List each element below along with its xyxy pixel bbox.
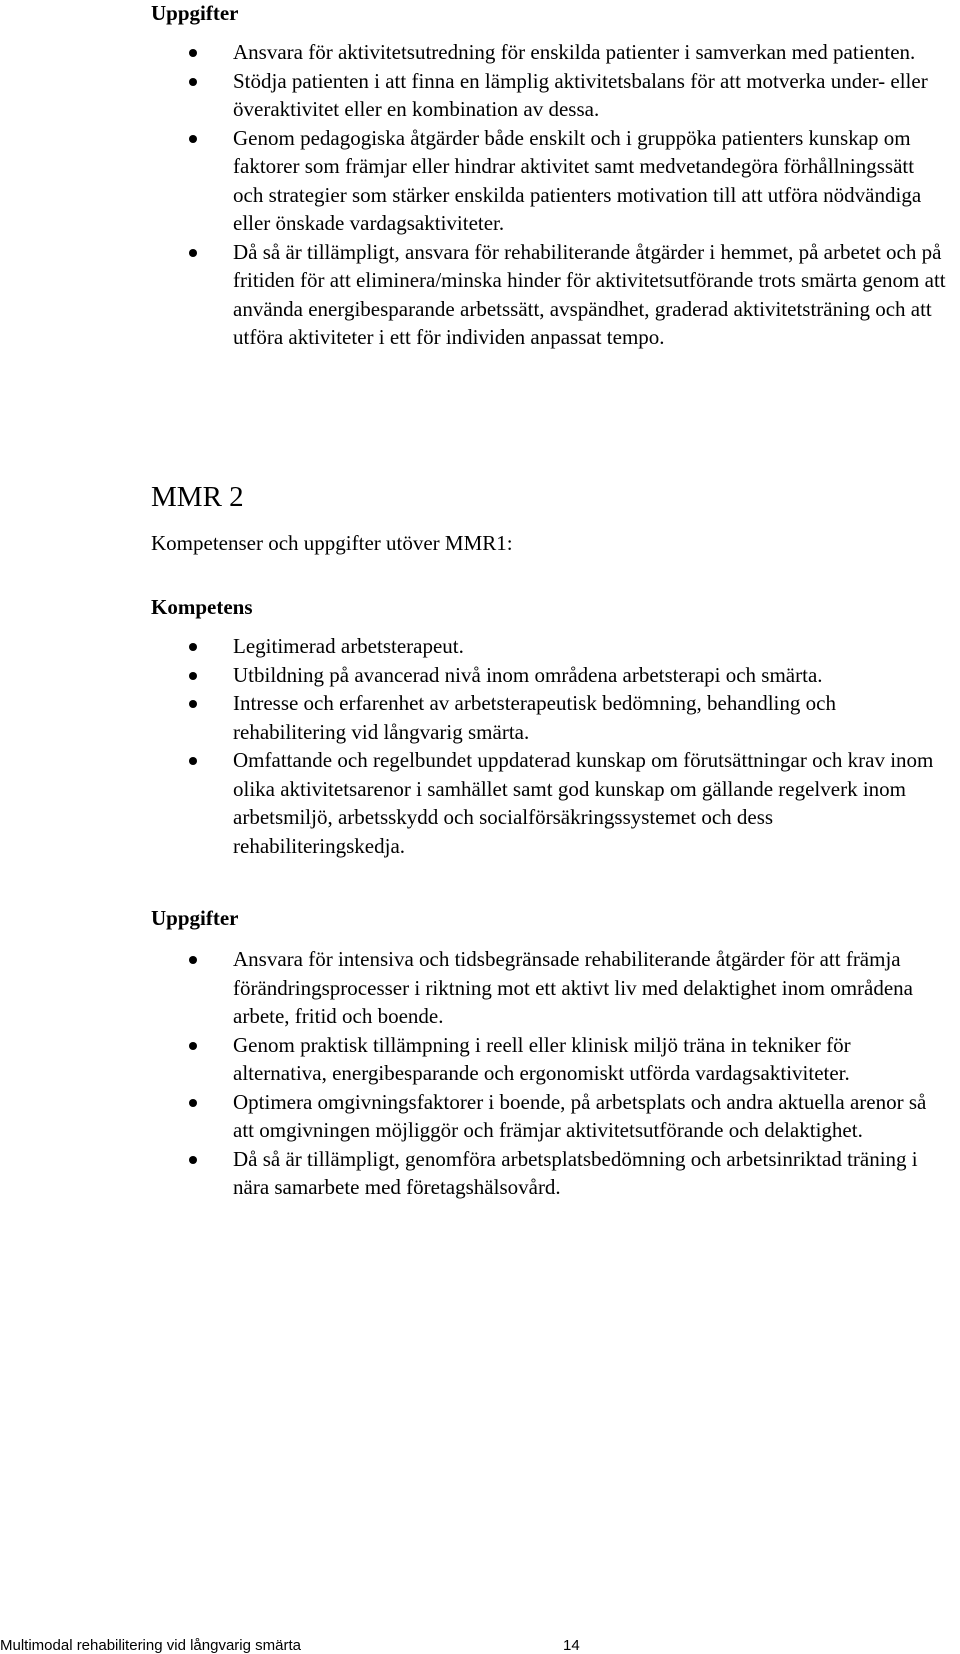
list-item	[0, 661, 960, 690]
footer-title: Multimodal rehabilitering vid långvarig smärta	[0, 1637, 301, 1654]
bullet-icon	[189, 1156, 197, 1164]
list-item-text: Omfattande och regelbundet uppdaterad kunskap om förutsättningar och krav inom olika aktivitetsarenor i samhället samt god kunskap om gällande regelverk inom arbetsmiljö, arbetsskydd och socialförsäkringssystemet och dess rehabiliteringskedja.	[233, 748, 934, 858]
section-heading-kompetens: Kompetens	[151, 595, 253, 619]
bullet-icon	[189, 135, 197, 143]
list-item	[0, 746, 960, 860]
list-item	[0, 689, 960, 746]
list-item	[0, 238, 960, 352]
list-item-text: Utbildning på avancerad nivå inom områdena arbetsterapi och smärta.	[233, 662, 823, 687]
mmr2-title: MMR 2	[151, 481, 244, 513]
list-item-text: Genom praktisk tillämpning i reell eller klinisk miljö träna in tekniker för alternativa, energibesparande och ergonomiskt utförda vardagsaktiviteter.	[233, 1032, 851, 1085]
list-item	[0, 1088, 960, 1145]
list-item-text: Genom pedagogiska åtgärder både enskilt och i gruppöka patienters kunskap om faktorer som främjar eller hindrar aktivitet samt medvetandegöra förhållningssätt och strategier som stärker enskilda patienters motivation till att utföra nödvändiga eller önskade vardagsaktiviteter.	[233, 125, 922, 235]
list-item-text: Optimera omgivningsfaktorer i boende, på arbetsplats och andra aktuella arenor så att omgivningen möjliggör och främjar aktivitetsutförande och delaktighet.	[233, 1089, 927, 1142]
list-item-text: Intresse och erfarenhet av arbetsterapeutisk bedömning, behandling och rehabilitering vid långvarig smärta.	[233, 691, 836, 744]
list-item	[0, 38, 960, 67]
footer-page-number: 14	[563, 1637, 580, 1654]
list-item	[0, 1145, 960, 1202]
list-item	[0, 1031, 960, 1088]
list-item-text: Då så är tillämpligt, ansvara för rehabiliterande åtgärder i hemmet, på arbetet och på fritiden för att eliminera/minska hinder för aktivitetsutförande trots smärta genom att använda energibesparande arbetssätt, avspändhet, graderad aktivitetsträning och att utföra aktiviteter i ett för individen anpassat tempo.	[233, 239, 946, 349]
bullet-icon	[189, 1099, 197, 1107]
bullet-icon	[189, 700, 197, 708]
bullet-icon	[189, 956, 197, 964]
list-item-text: Legitimerad arbetsterapeut.	[233, 634, 464, 658]
mmr2-subtitle: Kompetenser och uppgifter utöver MMR1:	[151, 531, 513, 555]
uppgifter-list-2	[0, 945, 960, 1202]
list-item-text: Då så är tillämpligt, genomföra arbetsplatsbedömning och arbetsinriktad träning i nära samarbete med företagshälsovård.	[233, 1146, 918, 1199]
list-item-text: Ansvara för intensiva och tidsbegränsade rehabiliterande åtgärder för att främja förändringsprocesser i riktning mot ett aktivt liv med delaktighet inom områdena arbete, fritid och boende.	[233, 947, 913, 1028]
section-heading-uppgifter-2: Uppgifter	[151, 906, 239, 930]
list-item	[0, 632, 960, 661]
list-item	[0, 945, 960, 1031]
list-item-text: Stödja patienten i att finna en lämplig aktivitetsbalans för att motverka under- eller överaktivitet eller en kombination av dessa.	[233, 68, 928, 121]
section-heading-uppgifter-1: Uppgifter	[151, 1, 239, 25]
list-item-text: Ansvara för aktivitetsutredning för enskilda patienter i samverkan med patienten.	[233, 40, 916, 64]
list-item	[0, 124, 960, 238]
kompetens-list	[0, 632, 960, 860]
bullet-icon	[189, 757, 197, 765]
list-item	[0, 67, 960, 124]
bullet-icon	[189, 78, 197, 86]
bullet-icon	[189, 1042, 197, 1050]
bullet-icon	[189, 49, 197, 57]
bullet-icon	[189, 249, 197, 257]
bullet-icon	[189, 672, 197, 680]
uppgifter-list-1	[0, 38, 960, 352]
bullet-icon	[189, 643, 197, 651]
